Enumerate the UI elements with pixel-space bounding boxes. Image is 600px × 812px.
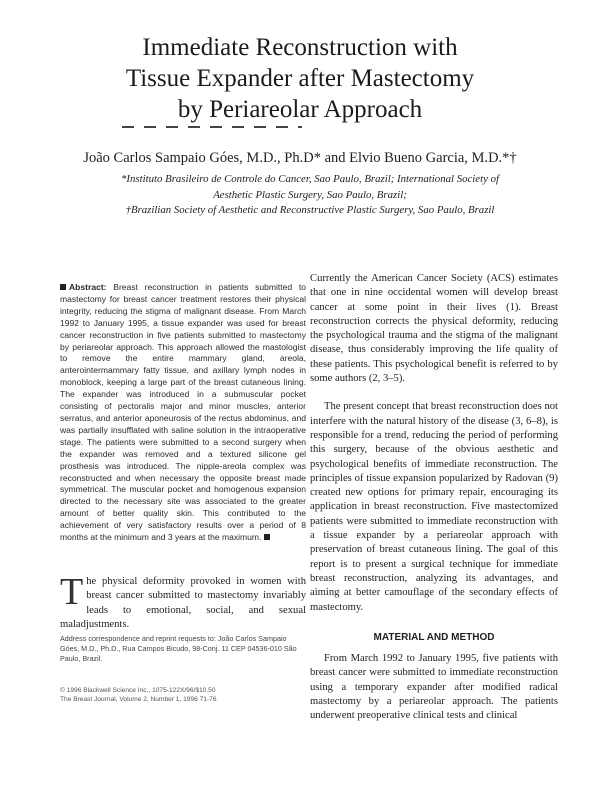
title-line-2: Tissue Expander after Mastectomy — [125, 65, 475, 92]
title-line-3: by Periareolar Approach — [177, 96, 423, 123]
drop-cap: T — [60, 571, 84, 613]
paragraph-acs: Currently the American Cancer Society (ACS) estimates that one in nine occidental women will develop breast cancer at some point in their lives (1). Breast reconstruction corrects the physical deformity, reducing the psychological trauma and the stigma of the malignant disease, thus considerably improving the life quality of these patients. This psychological benefit is referred to by some authors (2, 3–5). — [310, 273, 558, 385]
paper-title — [0, 32, 600, 125]
copyright-note — [60, 686, 306, 704]
method-text: From March 1992 to January 1995, five patients with breast cancer were submitted to immediate reconstruction using a temporary expander after modified radical mastectomy by a periareolar approach. The patients underwent preoperative clinical tests and clinical — [310, 653, 558, 722]
right-column — [310, 272, 558, 615]
end-mark-icon — [264, 534, 270, 540]
affiliation-line-1: *Instituto Brasileiro de Controle do Cancer, Sao Paulo, Brazil; International Society of — [121, 173, 499, 185]
abstract-label: Abstract: — [69, 282, 107, 292]
paragraph-concept: The present concept that breast reconstruction does not interfere with the natural history of the disease (3, 6–8), is responsible for a trend, reducing the period of performing this surgery, because of the obvious aesthetic and psychological benefits of immediate reconstruction. The principles of tissue expansion popularized by Radovan (9) created new options for primary repair, encouraging its application in breast reconstruction. Five mastectomized patients were submitted to immediate reconstruction with a tissue expander by a periareolar approach with preservation of breast cutaneous lining. The goal of this report is to present a surgical technique for immediate breast reconstruction, analyzing its advantages, and aiming at better camouflage of the secondary effects of mastectomy. — [310, 401, 558, 613]
copyright-line-1: © 1996 Blackwell Science Inc., 1075-122X/96/$10.50 — [60, 687, 216, 694]
intro-paragraph — [60, 571, 306, 632]
title-line-1: Immediate Reconstruction with — [142, 34, 458, 61]
copyright-line-2: The Breast Journal, Volume 2, Number 1, 1996 71-76 — [60, 696, 217, 703]
title-rule — [122, 126, 302, 128]
affiliation-line-3: †Brazilian Society of Aesthetic and Reconstructive Plastic Surgery, Sao Paulo, Brazil — [125, 204, 495, 216]
section-heading: MATERIAL AND METHOD — [373, 632, 495, 643]
affiliations — [60, 172, 560, 219]
intro-text: he physical deformity provoked in women with breast cancer submitted to mastectomy invariably leads to emotional, social, and sexual maladjustments. — [60, 576, 306, 630]
affiliation-line-2: Aesthetic Plastic Surgery, Sao Paulo, Brazil; — [213, 188, 407, 201]
abstract-text: Breast reconstruction in patients submitted to mastectomy for breast cancer treatment restores their physical integrity, reducing the stigma of malignant disease. From March 1992 to January 1995, a tissue expander was used for breast cancer reconstruction in five patients submitted to mastectomy by periareolar approach. This approach allowed the mastologist to remove the entire mammary gland, areola, anterointermammary fatty tissue, and axillary lymph nodes in monoblock, keeping a large part of the breast cutaneous lining. The expander was introduced in a submuscular pocket consisting of pectoralis major and minor muscles, anterior serratus, and anterior aponeurosis of the rectus abdominus, and was partially insufflated with saline solution in the intraoperative stage. The patients were submitted to a second surgery when the expander was removed and a textured silicone gel prosthesis was introduced. The nipple-areola complex was reconstructed and when necessary the opposite breast made symmetrical. The muscular pocket and homogenous expansion directed to the necessary site was associated to the greater amount of better quality skin. This contributed to the achievement of very satisfactory results over a period of 8 months at the minimum and 3 years at the maximum. — [60, 282, 306, 543]
correspondence-note: Address correspondence and reprint requests to: João Carlos Sampaio Góes, M.D., Ph.D., Rua Campos Bicudo, 98-Conj. 11 CEP 04536-010 São Paulo, Brazil. — [60, 634, 297, 663]
author-list: João Carlos Sampaio Góes, M.D., Ph.D* and Elvio Bueno Garcia, M.D.*† — [83, 150, 517, 166]
method-paragraph — [310, 652, 558, 723]
abstract-block — [60, 282, 306, 544]
abstract-square-icon — [60, 284, 66, 290]
